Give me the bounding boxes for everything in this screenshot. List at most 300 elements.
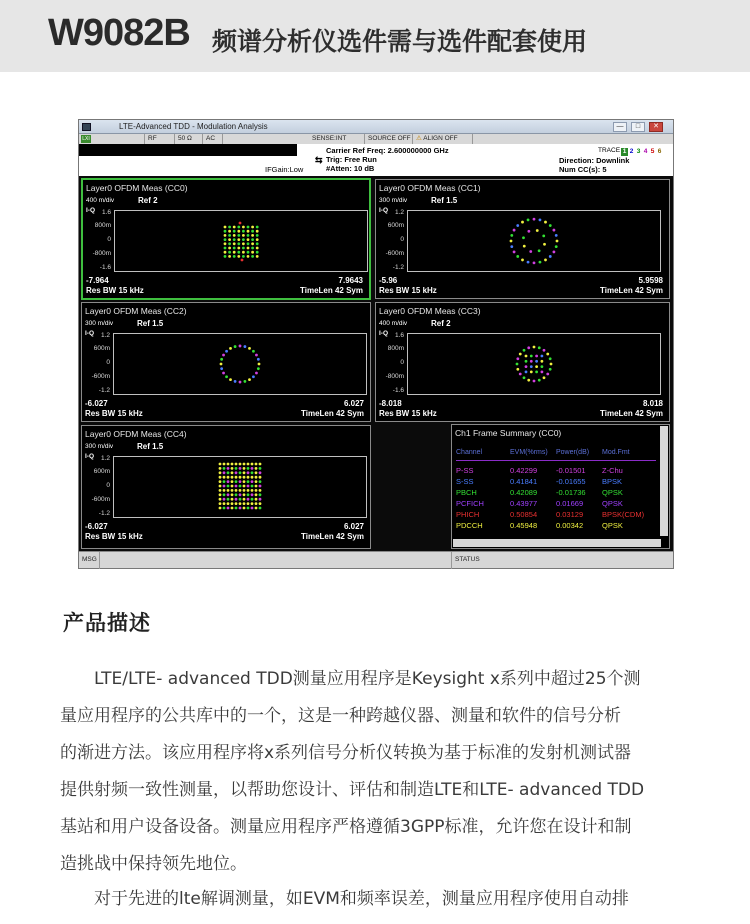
constellation-point [525,360,528,363]
constellation-point [527,346,530,349]
iq-label: I-Q [85,330,95,337]
header-evm: EVM(%rms) [510,449,548,456]
y-tick: -800m [92,250,111,257]
mod-cell: BPSK [602,477,623,486]
trace-indicators [621,146,663,156]
constellation-point [231,480,234,483]
constellation-point [251,493,254,496]
constellation-point [527,261,530,264]
paragraph-line: 的渐进方法。该应用程序将x系列信号分析仪转换为基于标准的发射机测试器 [60,743,632,763]
trace-label: TRACE [598,147,621,154]
constellation-point [516,255,519,258]
y-tick: 1.2 [394,209,404,216]
constellation-point [251,226,254,229]
constellation-point [549,368,552,371]
constellation-point [227,476,230,479]
constellation-point [549,357,552,360]
constellation-point [549,224,552,227]
section-title: 产品描述 [63,611,151,635]
constellation-point [247,234,250,237]
channel-cell: S-SS [456,477,474,486]
constellation-point [522,236,525,239]
summary-row [452,477,662,487]
constellation-point [251,502,254,505]
paragraph-line: 基站和用户设备设备。测量应用程序严格遵循3GPP标准，允许您在设计和制 [60,817,632,837]
constellation-point [223,463,226,466]
status-spacer [93,134,145,144]
constellation-point [239,485,242,488]
iq-label: I-Q [379,207,389,214]
constellation-point [543,376,546,379]
constellation-point [231,489,234,492]
constellation-point [233,251,236,254]
constellation-point [224,242,227,245]
y-tick: -800m [385,373,404,380]
constellation-point [241,259,244,262]
constellation-point [235,493,238,496]
constellation-panel-cc4[interactable] [81,425,371,549]
constellation-point [239,345,242,348]
constellation-point [247,255,250,258]
constellation-point [536,229,539,232]
mod-cell: QPSK [602,488,623,497]
constellation-point [219,485,222,488]
rf-label: RF [145,134,175,144]
x-max: 6.027 [343,399,364,408]
iq-label: I-Q [85,453,95,460]
constellation-point [235,476,238,479]
y-tick: -1.2 [98,510,110,517]
constellation-point [527,230,530,233]
constellation-point [525,355,528,358]
constellation-point [223,476,226,479]
constellation-point [530,360,533,363]
constellation-point [256,242,259,245]
summary-divider [456,460,656,461]
y-tick: -600m [91,496,110,503]
constellation-point [521,221,524,224]
constellation-point [523,245,526,248]
product-model: W9082B [48,12,190,54]
swap-icon[interactable]: ⇆ [315,155,323,165]
constellation-point [231,507,234,510]
page-title: 频谱分析仪选件需与选件配套使用 [212,27,588,56]
constellation-point [223,485,226,488]
constellation-point [235,463,238,466]
evm-cell: 0.43977 [510,499,538,508]
constellation-point [224,226,227,229]
channel-cell: PCFICH [456,499,484,508]
y-tick: -1.2 [392,264,404,271]
constellation-point [259,467,262,470]
constellation-point [247,507,250,510]
y-tick: 1.2 [100,332,110,339]
constellation-point [247,467,250,470]
constellation-point [229,378,232,381]
y-tick: 0 [106,359,110,366]
constellation-point [243,476,246,479]
constellation-point [242,247,245,250]
x-max: 5.9598 [638,276,663,285]
panel-title: Layer0 OFDM Meas (CC4) [85,429,187,439]
constellation-point [256,255,259,258]
iq-label: I-Q [86,207,96,214]
analyzer-screenshot [78,119,674,569]
constellation-point [227,463,230,466]
horizontal-scrollbar[interactable] [453,539,661,547]
constellation-point [235,507,238,510]
y-tick: 800m [387,345,404,352]
constellation-point [243,471,246,474]
constellation-point [239,463,242,466]
constellation-panel-cc3[interactable] [375,302,670,422]
msg-separator [99,552,100,569]
time-len: TimeLen 42 Sym [600,286,663,295]
align-status [413,134,473,144]
vertical-scrollbar[interactable] [660,426,668,536]
constellation-point [251,238,254,241]
constellation-point [247,502,250,505]
power-cell: 0.01669 [556,499,584,508]
message-bar [79,551,673,568]
paragraph-line: 提供射频一致性测量，以帮助您设计、评估和制造LTE和LTE- advanced TDD [60,780,645,800]
evm-cell: 0.45948 [510,521,538,530]
constellation-point [255,463,258,466]
constellation-point [259,480,262,483]
constellation-point [239,493,242,496]
constellation-point [533,380,536,383]
warning-icon: ⚠ [416,135,422,142]
constellation-point [538,346,541,349]
y-tick: -1.2 [98,387,110,394]
constellation-point [549,255,552,258]
constellation-point [227,502,230,505]
constellation-point [231,493,234,496]
constellation-point [544,221,547,224]
constellation-point [243,463,246,466]
x-min: -5.96 [379,276,398,285]
constellation-point [555,245,558,248]
constellation-point [247,251,250,254]
constellation-point [224,251,227,254]
constellation-point [519,373,522,376]
constellation-point [227,507,230,510]
y-tick: -600m [385,250,404,257]
constellation-point [223,480,226,483]
constellation-point [247,226,250,229]
constellation-point [255,480,258,483]
evm-cell: 0.42089 [510,488,538,497]
constellation-point [239,489,242,492]
constellation-point [510,240,513,243]
constellation-point [223,489,226,492]
constellation-point [257,358,260,361]
y-tick: 0 [400,359,404,366]
frame-summary-panel[interactable] [451,424,670,549]
constellation-point [530,365,533,368]
y-tick: 0 [106,482,110,489]
constellation-point [251,498,254,501]
summary-row [452,510,662,520]
constellation-point [239,222,242,225]
constellation-point [247,247,250,250]
description-paragraph-2 [60,881,700,918]
constellation-point [555,234,558,237]
description-paragraph [60,661,700,883]
constellation-point [255,502,258,505]
constellation-point [541,355,544,358]
constellation-point [247,238,250,241]
constellation-point [243,467,246,470]
y-tick: 800m [94,222,111,229]
constellation-point [251,471,254,474]
summary-row [452,521,662,531]
constellation-point [251,489,254,492]
constellation-point [256,251,259,254]
constellation-point [239,498,242,501]
constellation-point [243,507,246,510]
trig-mode: Trig: Free Run [326,155,377,164]
constellation-point [521,259,524,262]
y-tick: 0 [107,236,111,243]
constellation-point [243,480,246,483]
constellation-point [539,218,542,221]
constellation-point [220,363,223,366]
constellation-point [533,218,536,221]
mod-cell: QPSK [602,521,623,530]
msg-label: MSG [82,556,97,563]
constellation-point [251,480,254,483]
maximize-button[interactable]: □ [631,122,645,132]
constellation-point [235,471,238,474]
constellation-panel-cc2[interactable] [81,302,371,422]
constellation-point [242,234,245,237]
constellation-point [219,476,222,479]
constellation-point [535,365,538,368]
constellation-point [235,502,238,505]
res-bw: Res BW 15 kHz [85,532,143,541]
trace-6[interactable]: 6 [657,148,662,155]
constellation-point [541,365,544,368]
mod-cell: Z-Chu [602,466,623,475]
constellation-point [243,498,246,501]
constellation-point [225,350,228,353]
coupling-label: AC [203,134,223,144]
constellation-point [516,368,519,371]
summary-title: Ch1 Frame Summary (CC0) [455,428,562,438]
constellation-point [233,226,236,229]
constellation-point [541,371,544,374]
constellation-point [244,380,247,383]
x-min: -6.027 [85,399,108,408]
evm-cell: 0.42299 [510,466,538,475]
trace-2[interactable]: 2 [629,148,634,155]
constellation-point [556,240,559,243]
constellation-point [510,234,513,237]
constellation-point [235,480,238,483]
constellation-point [219,463,222,466]
time-len: TimeLen 42 Sym [300,286,363,295]
constellation-point [235,489,238,492]
panel-title: Layer0 OFDM Meas (CC1) [379,183,481,193]
channel-cell: PBCH [456,488,477,497]
constellation-point [251,485,254,488]
constellation-point [223,507,226,510]
constellation-point [239,471,242,474]
trace-5[interactable]: 5 [650,148,655,155]
status-label: STATUS [455,556,480,563]
constellation-point [223,471,226,474]
constellation-point [525,365,528,368]
constellation-point [237,226,240,229]
channel-cell: PHICH [456,510,480,519]
constellation-point [530,371,533,374]
constellation-point [228,234,231,237]
constellation-point [541,360,544,363]
minimize-button[interactable]: — [613,122,627,132]
constellation-points [407,333,661,395]
constellation-point [247,485,250,488]
constellation-point [533,261,536,264]
constellation-point [247,493,250,496]
summary-row [452,488,662,498]
constellation-point [247,476,250,479]
constellation-point [247,480,250,483]
constellation-point [553,251,556,254]
align-label: ALIGN OFF [423,135,458,142]
constellation-point [251,467,254,470]
trace-4[interactable]: 4 [643,148,648,155]
time-len: TimeLen 42 Sym [600,409,663,418]
power-cell: -0.01501 [556,466,586,475]
constellation-point [237,251,240,254]
constellation-point [535,360,538,363]
carrier-ref-freq: Carrier Ref Freq: 2.600000000 GHz [326,146,449,155]
panel-ref: Ref 1.5 [431,196,458,205]
y-tick: 600m [93,468,110,475]
constellation-point [231,476,234,479]
constellation-point [255,493,258,496]
ifgain-value: IFGain:Low [265,165,304,174]
constellation-point [256,238,259,241]
constellation-point [237,255,240,258]
time-len: TimeLen 42 Sym [301,409,364,418]
constellation-point [228,226,231,229]
constellation-point [255,485,258,488]
y-tick: 600m [93,345,110,352]
mod-cell: QPSK [602,499,623,508]
constellation-point [259,476,262,479]
summary-row [452,499,662,509]
constellation-point [259,471,262,474]
constellation-points [113,333,367,395]
constellation-point [233,255,236,258]
constellation-point [227,467,230,470]
constellation-point [242,255,245,258]
panel-ref: Ref 2 [431,319,451,328]
paragraph-line: 量应用程序的公共库中的一个，这是一种跨越仪器、测量和软件的信号分析 [60,706,621,726]
trace-3[interactable]: 3 [636,148,641,155]
direction-value: Direction: Downlink [559,156,630,165]
constellation-point [255,498,258,501]
constellation-point [544,259,547,262]
close-button[interactable]: ✕ [649,122,663,132]
constellation-point [257,367,260,370]
source-label: SOURCE OFF [365,134,413,144]
constellation-point [239,502,242,505]
constellation-point [516,357,519,360]
constellation-point [259,493,262,496]
constellation-point [243,493,246,496]
constellation-point [259,489,262,492]
constellation-point [546,373,549,376]
constellation-point [224,238,227,241]
constellation-point [237,247,240,250]
constellation-point [233,242,236,245]
evm-cell: 0.41841 [510,477,538,486]
y-tick: -1.6 [392,387,404,394]
constellation-point [219,507,222,510]
x-min: -8.018 [379,399,402,408]
constellation-point [251,463,254,466]
constellation-point [251,507,254,510]
constellation-point [256,247,259,250]
channel-cell: PDCCH [456,521,483,530]
res-bw: Res BW 15 kHz [379,286,437,295]
constellation-point [228,242,231,245]
constellation-point [259,502,262,505]
paragraph-line: LTE/LTE- advanced TDD测量应用程序是Keysight x系列中超过25个测 [94,669,641,689]
y-tick: 0 [400,236,404,243]
constellation-point [239,467,242,470]
constellation-point [225,375,228,378]
constellation-point [239,381,242,384]
constellation-point [255,476,258,479]
constellation-point [255,354,258,357]
constellation-point [543,349,546,352]
time-len: TimeLen 42 Sym [301,532,364,541]
constellation-point [222,354,225,357]
constellation-point [219,471,222,474]
constellation-point [227,471,230,474]
trace-1[interactable]: 1 [622,148,627,155]
sense-label: SENSE:INT [309,134,365,144]
constellation-point [228,247,231,250]
constellation-panel-cc0[interactable] [81,178,371,300]
constellation-point [233,247,236,250]
constellation-point [239,480,242,483]
x-max: 7.9643 [338,276,363,285]
iq-label: I-Q [379,330,389,337]
y-tick: 1.2 [100,455,110,462]
constellation-point [255,471,258,474]
constellation-point [546,353,549,356]
constellation-point [247,498,250,501]
num-cc-value: Num CC(s): 5 [559,165,607,174]
constellation-point [251,247,254,250]
constellation-panel-cc1[interactable] [375,179,670,299]
constellation-point [255,507,258,510]
constellation-point [235,467,238,470]
constellation-point [550,363,553,366]
constellation-point [251,230,254,233]
mod-cell: BPSK(CDM) [602,510,645,519]
constellation-point [247,463,250,466]
constellation-point [259,463,262,466]
constellation-point [223,502,226,505]
constellation-point [251,255,254,258]
paragraph-line: 对于先进的lte解调测量，如EVM和频率误差，测量应用程序使用自动排 [94,889,629,909]
